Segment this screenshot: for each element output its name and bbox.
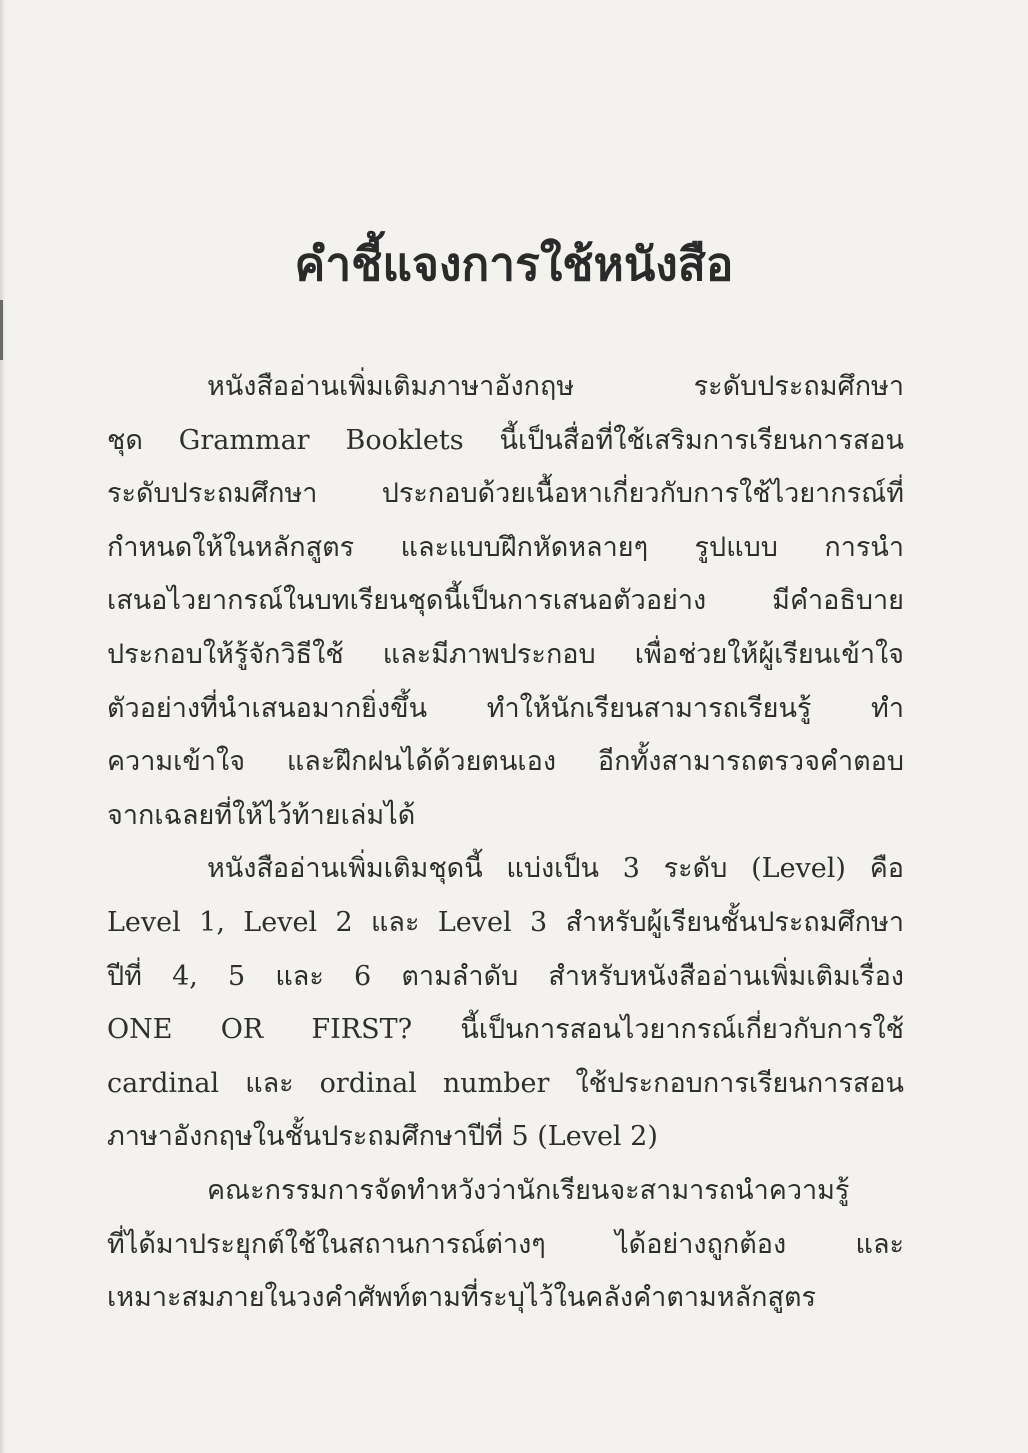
paragraph-1-line-2: ชุด Grammar Booklets นี้เป็นสื่อที่ใช้เสริมการเรียนการสอน xyxy=(107,424,904,456)
paragraph-1-line-7: ตัวอย่างที่นำเสนอมากยิ่งขึ้น ทำให้นักเรียนสามารถเรียนรู้ ทำ xyxy=(107,692,904,724)
paragraph-3-line-3: เหมาะสมภายในวงคำศัพท์ตามที่ระบุไว้ในคลังคำตามหลักสูตร xyxy=(107,1282,817,1314)
paragraph-1-line-5: เสนอไวยากรณ์ในบทเรียนชุดนี้เป็นการเสนอตัวอย่าง มีคำอธิบาย xyxy=(107,585,904,617)
scan-shadow-edge xyxy=(0,0,6,1453)
paragraph-2-line-3: ปีที่ 4, 5 และ 6 ตามลำดับ สำหรับหนังสืออ่านเพิ่มเติมเรื่อง xyxy=(107,960,904,992)
paragraph-3-line-2: ที่ได้มาประยุกต์ใช้ในสถานการณ์ต่างๆ ได้อย่างถูกต้อง และ xyxy=(107,1228,904,1260)
paragraph-2-line-6: ภาษาอังกฤษในชั้นประถมศึกษาปีที่ 5 (Level 2) xyxy=(107,1121,658,1153)
paragraph-1-line-4: กำหนดให้ในหลักสูตร และแบบฝึกหัดหลายๆ รูปแบบ การนำ xyxy=(107,531,904,563)
body-text xyxy=(107,360,904,1325)
paragraph-2-line-5: cardinal และ ordinal number ใช้ประกอบการเรียนการสอน xyxy=(107,1067,904,1099)
paragraph-1-line-1: หนังสืออ่านเพิ่มเติมภาษาอังกฤษ ระดับประถมศึกษา xyxy=(207,371,904,402)
paragraph-2-line-1: หนังสืออ่านเพิ่มเติมชุดนี้ แบ่งเป็น 3 ระดับ (Level) คือ xyxy=(207,853,904,885)
paragraph-3-line-1: คณะกรรมการจัดทำหวังว่านักเรียนจะสามารถนำความรู้ xyxy=(207,1174,850,1206)
paragraph-1-line-3: ระดับประถมศึกษา ประกอบด้วยเนื้อหาเกี่ยวกับการใช้ไวยากรณ์ที่ xyxy=(107,478,904,510)
paragraph-1-line-9: จากเฉลยที่ให้ไว้ท้ายเล่มได้ xyxy=(107,799,416,831)
page-title: คำชี้แจงการใช้หนังสือ xyxy=(294,237,734,291)
paragraph-1-line-6: ประกอบให้รู้จักวิธีใช้ และมีภาพประกอบ เพื่อช่วยให้ผู้เรียนเข้าใจ xyxy=(107,638,904,670)
page-edge-mark xyxy=(0,300,3,360)
paragraph-2-line-2: Level 1, Level 2 และ Level 3 สำหรับผู้เรียนชั้นประถมศึกษา xyxy=(107,906,904,938)
paragraph-2-line-4: ONE OR FIRST? นี้เป็นการสอนไวยากรณ์เกี่ยวกับการใช้ xyxy=(107,1014,904,1046)
paragraph-1-line-8: ความเข้าใจ และฝึกฝนได้ด้วยตนเอง อีกทั้งสามารถตรวจคำตอบ xyxy=(107,746,904,778)
